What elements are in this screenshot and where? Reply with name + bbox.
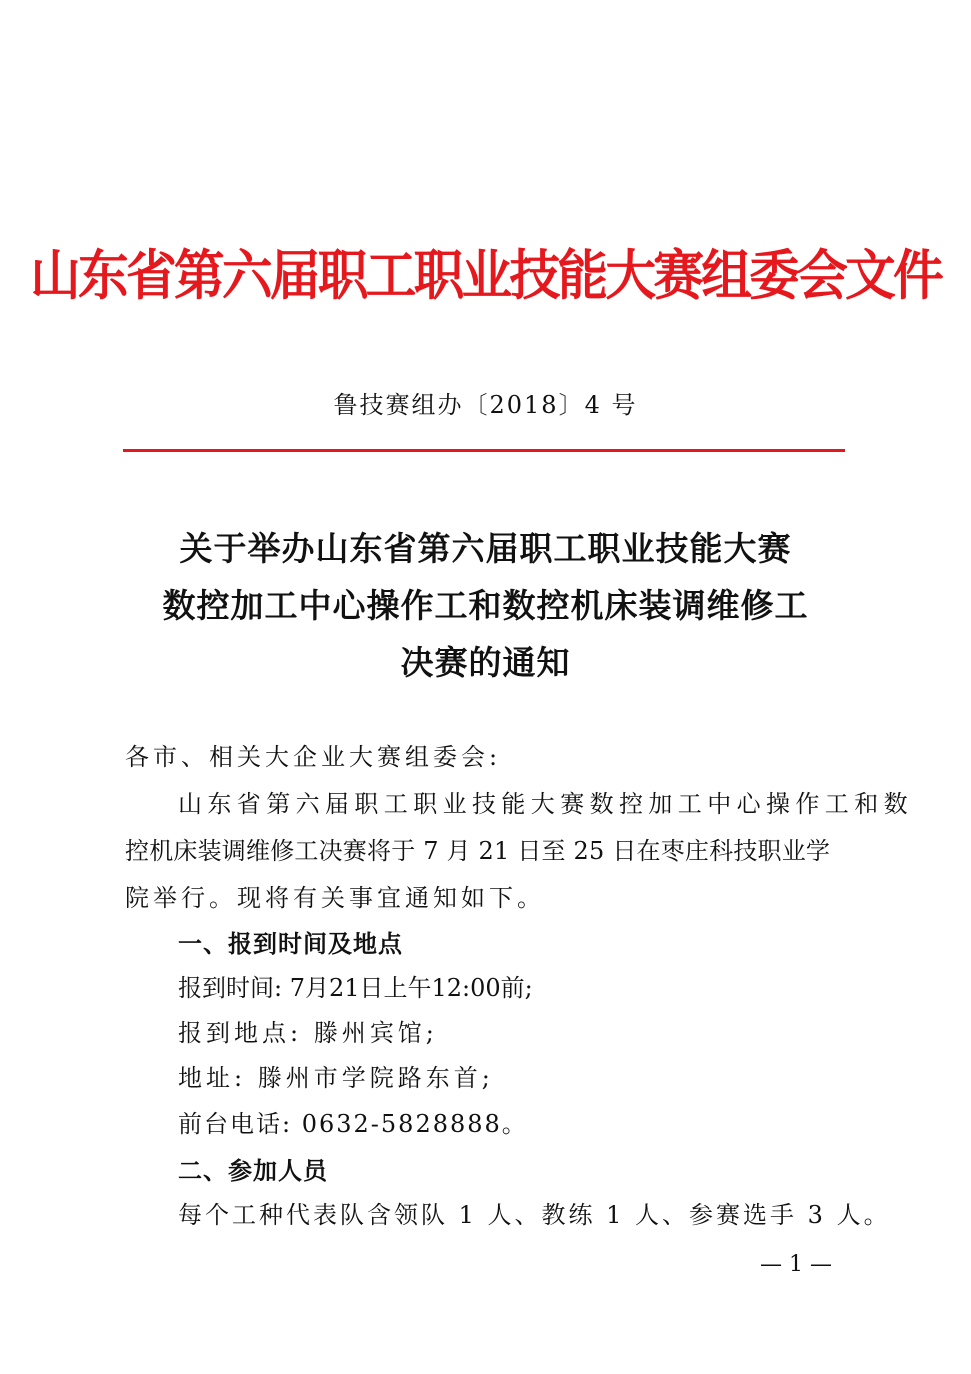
participants-text: 每个工种代表队含领队 1 人、教练 1 人、参赛选手 3 人。	[178, 1201, 891, 1229]
title-line-3: 决赛的通知	[400, 643, 571, 682]
salutation: 各市、相关大企业大赛组委会:	[125, 743, 502, 771]
report-time: 报到时间: 7月21日上午12:00前;	[178, 974, 533, 1002]
report-place: 报到地点: 滕州宾馆;	[178, 1019, 438, 1047]
issuer-header: 山东省第六届职工职业技能大赛组委会文件	[30, 243, 941, 307]
section2-heading: 二、参加人员	[178, 1157, 328, 1185]
document-number: 鲁技赛组办〔2018〕4 号	[333, 391, 638, 419]
intro-text-3: 院举行。现将有关事宜通知如下。	[125, 884, 545, 912]
address: 地址: 滕州市学院路东首;	[178, 1064, 494, 1092]
page-number: — 1 —	[760, 1252, 832, 1277]
red-divider	[123, 449, 845, 452]
intro-text-1: 山东省第六届职工职业技能大赛数控加工中心操作工和数	[178, 790, 913, 818]
title-line-2: 数控加工中心操作工和数控机床装调维修工	[162, 586, 809, 625]
front-desk-phone: 前台电话: 0632-5828888。	[178, 1110, 528, 1138]
intro-text-2: 控机床装调维修工决赛将于 7 月 21 日至 25 日在枣庄科技职业学	[125, 837, 831, 865]
title-line-1: 关于举办山东省第六届职工职业技能大赛	[179, 529, 792, 568]
section1-heading: 一、报到时间及地点	[178, 930, 403, 958]
